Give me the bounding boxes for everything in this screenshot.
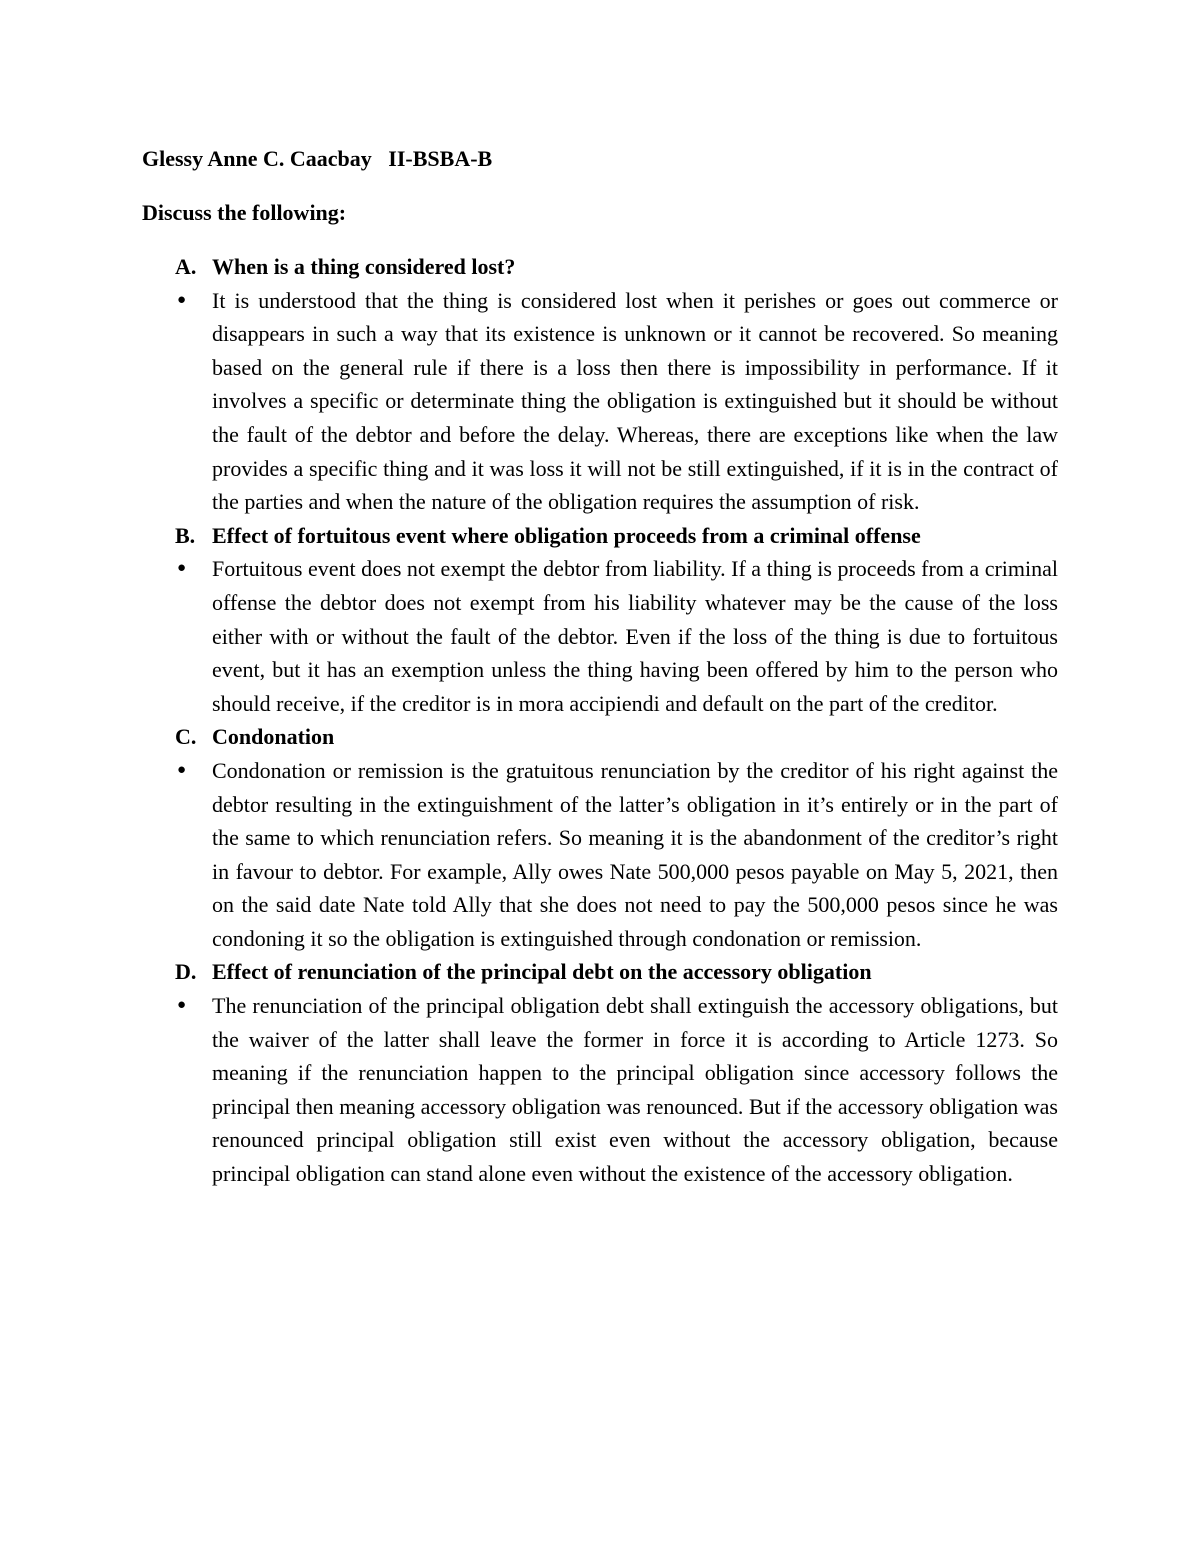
section-a (175, 250, 1058, 519)
section-title: Effect of fortuitous event where obligation proceeds from a criminal offense (212, 522, 921, 548)
list-item (175, 284, 1058, 519)
bullet-icon: ● (177, 761, 187, 778)
discussion-outline (175, 250, 1058, 1191)
bullet-icon: ● (177, 291, 187, 308)
section-heading (175, 720, 1058, 754)
section-heading (175, 519, 1058, 553)
section-letter: D. (175, 959, 197, 985)
section-title: When is a thing considered lost? (212, 254, 516, 279)
discussion-prompt: Discuss the following: (142, 200, 347, 225)
section-letter: C. (175, 724, 197, 750)
section-heading (175, 955, 1058, 989)
bullet-icon: ● (177, 997, 187, 1014)
bullet-text: Condonation or remission is the gratuitous renunciation by the creditor of his right against the debtor resulting in the extinguishment of the latter’s obligation in it’s entirely or in the part of the same to which renunciation refers. So meaning it is the abandonment of the creditor’s right in favour to debtor. For example, Ally owes Nate 500,000 pesos payable on May 5, 2021, then on the said date Nate told Ally that she does not need to pay the 500,000 pesos since he was condoning it so the obligation is extinguished through condonation or remission. (212, 757, 1058, 951)
section-b (175, 519, 1058, 721)
section-heading (175, 250, 1058, 284)
bullet-text: The renunciation of the principal obligation debt shall extinguish the accessory obligations, but the waiver of the latter shall leave the former in force it is according to Article 1273. So meaning if the renunciation happen to the principal obligation since accessory follows the principal then meaning accessory obligation was renounced. But if the accessory obligation was renounced principal obligation still exist even without the accessory obligation, because principal obligation can stand alone even without the existence of the accessory obligation. (212, 993, 1058, 1187)
section-title: Condonation (212, 724, 335, 750)
section-letter: A. (175, 254, 197, 279)
list-item (175, 754, 1058, 956)
section-letter: B. (175, 522, 196, 548)
list-item (175, 552, 1058, 720)
section-title: Effect of renunciation of the principal debt on the accessory obligation (212, 959, 872, 985)
bullet-text: It is understood that the thing is considered lost when it perishes or goes out commerce or disappears in such a way that its existence is unknown or it cannot be recovered. So meaning based on the general rule if there is a loss then there is impossibility in performance. If it involves a specific or determinate thing the obligation is extinguished but it should be without the fault of the debtor and before the delay. Whereas, there are exceptions like when the law provides a specific thing and it was loss it will not be still extinguished, if it is in the contract of the parties and when the nature of the obligation requires the assumption of risk. (212, 287, 1058, 515)
bullet-icon: ● (177, 560, 187, 577)
section-c (175, 720, 1058, 955)
list-item (175, 989, 1058, 1191)
bullet-text: Fortuitous event does not exempt the debtor from liability. If a thing is proceeds from a criminal offense the debtor does not exempt from his liability whatever may be the cause of the loss either with or without the fault of the debtor. Even if the loss of the thing is due to fortuitous event, but it has an exemption unless the thing having been offered by him to the person who should receive, if the creditor is in mora accipiendi and default on the part of the creditor. (212, 556, 1058, 716)
student-name-and-section: Glessy Anne C. Caacbay II-BSBA-B (142, 146, 493, 171)
section-d (175, 955, 1058, 1190)
